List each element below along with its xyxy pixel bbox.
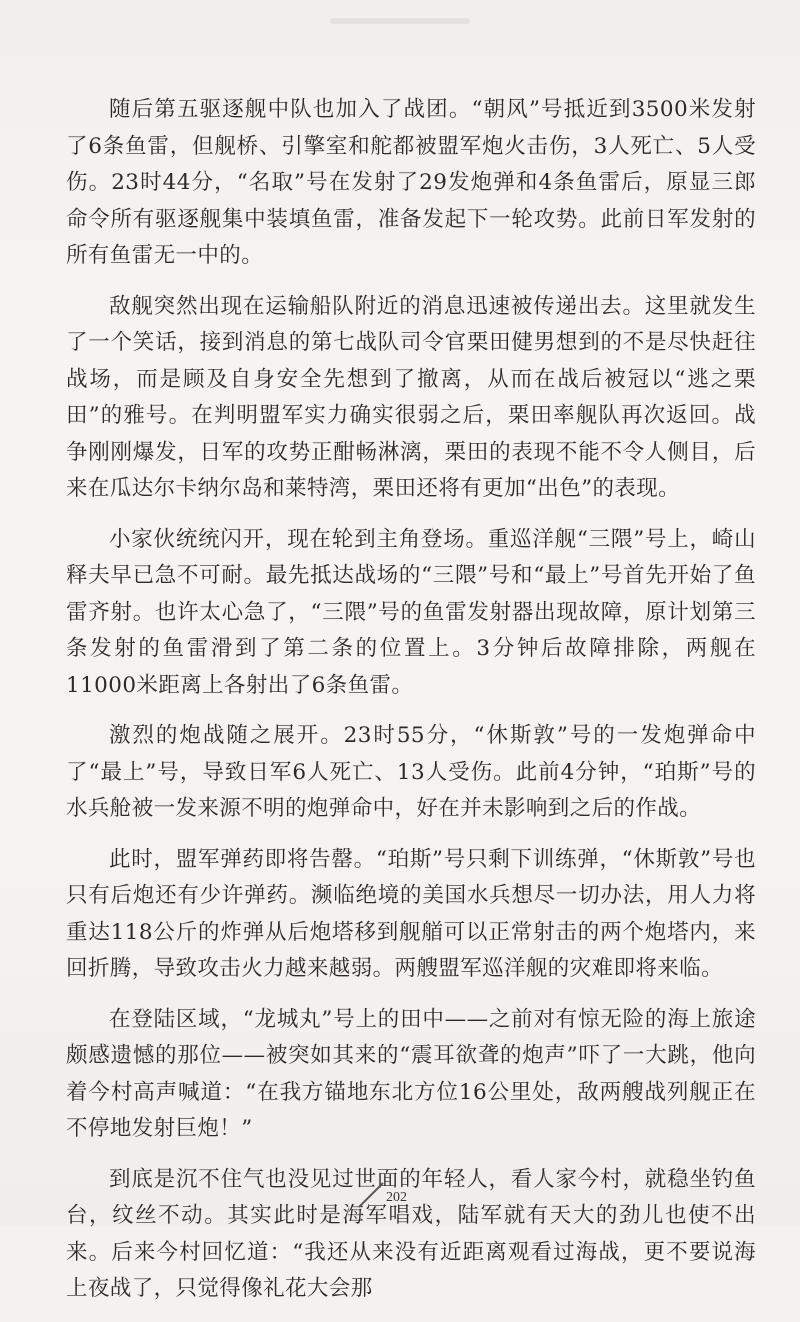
paragraph-6: 在登陆区域，“龙城丸”号上的田中——之前对有惊无险的海上旅途颇感遗憾的那位——被突如其来的“震耳欲聋的炮声”吓了一大跳，他向着今村高声喊道：“在我方锚地东北方位16公里处，敌两艘战列舰正在不停地发射巨炮！”: [66, 1006, 756, 1141]
paragraph-1: 随后第五驱逐舰中队也加入了战团。“朝风”号抵近到3500米发射了6条鱼雷，但舰桥、引擎室和舵都被盟军炮火击伤，3人死亡、5人受伤。23时44分，“名取”号在发射了29发炮弹和4条鱼雷后，原显三郎命令所有驱逐舰集中装填鱼雷，准备发起下一轮攻势。此前日军发射的所有鱼雷无一中的。: [66, 97, 756, 268]
header-decoration: [330, 18, 470, 24]
paragraph-5: 此时，盟军弹药即将告罄。“珀斯”号只剩下训练弹，“休斯敦”号也只有后炮还有少许弹药。濒临绝境的美国水兵想尽一切办法，用人力将重达118公斤的炸弹从后炮塔移到舰艏可以正常射击的两个炮塔内，来回折腾，导致攻击火力越来越弱。两艘盟军巡洋舰的灾难即将来临。: [66, 846, 756, 981]
body-text: [66, 92, 756, 1322]
page-number-slash: [358, 1182, 383, 1207]
paragraph-4: 激烈的炮战随之展开。23时55分，“休斯敦”号的一发炮弹命中了“最上”号，导致日军6人死亡、13人受伤。此前4分钟，“珀斯”号的水兵舱被一发来源不明的炮弹命中，好在并未影响到之后的作战。: [66, 723, 756, 821]
paragraph-2: 敌舰突然出现在运输船队附近的消息迅速被传递出去。这里就发生了一个笑话，接到消息的第七战队司令官栗田健男想到的不是尽快赶往战场，而是顾及自身安全先想到了撤离，从而在战后被冠以“逃之栗田”的雅号。在判明盟军实力确实很弱之后，栗田率舰队再次返回。战争刚刚爆发，日军的攻势正酣畅淋漓，栗田的表现不能不令人侧目，后来在瓜达尔卡纳尔岛和莱特湾，栗田还将有更加“出色”的表现。: [66, 293, 756, 501]
page-footer: [0, 1176, 800, 1216]
page-number: 202: [386, 1190, 407, 1205]
paragraph-7: 到底是沉不住气也没见过世面的年轻人，看人家今村，就稳坐钓鱼台，纹丝不动。其实此时是海军唱戏，陆军就有天大的劲儿也使不出来。后来今村回忆道：“我还从来没有近距离观看过海战，更不要说海上夜战了，只觉得像礼花大会那: [66, 1166, 756, 1301]
paragraph-3: 小家伙统统闪开，现在轮到主角登场。重巡洋舰“三隈”号上，崎山释夫早已急不可耐。最先抵达战场的“三隈”号和“最上”号首先开始了鱼雷齐射。也许太心急了，“三隈”号的鱼雷发射器出现故障，原计划第三条发射的鱼雷滑到了第二条的位置上。3分钟后故障排除，两舰在11000米距离上各射出了6条鱼雷。: [66, 526, 756, 698]
